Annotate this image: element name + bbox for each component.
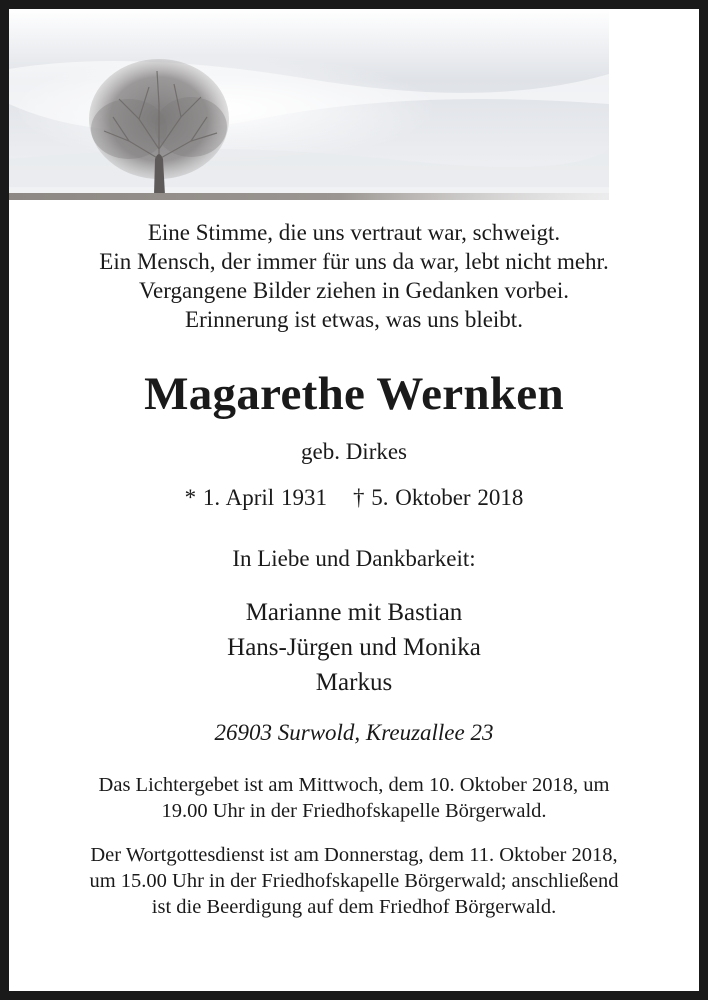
service-line: Das Lichtergebet ist am Mittwoch, dem 10. Oktober 2018, um: [98, 774, 610, 796]
prayer-service-notice: [9, 772, 699, 824]
birth-name: geb. Dirkes: [300, 439, 408, 464]
memorial-poem: [9, 218, 699, 334]
poem-line: Vergangene Bilder ziehen in Gedanken vorbei.: [138, 278, 570, 303]
mourner-name: Hans-Jürgen und Monika: [227, 634, 481, 661]
funeral-service-notice: [9, 842, 699, 920]
service-line: 19.00 Uhr in der Friedhofskapelle Börgerwald.: [161, 800, 547, 822]
poem-line: Erinnerung ist etwas, was uns bleibt.: [185, 307, 523, 332]
deceased-name: Magarethe Wernken: [144, 368, 564, 420]
birth-date: * 1. April 1931: [184, 485, 327, 510]
service-line: ist die Beerdigung auf dem Friedhof Börgerwald.: [151, 896, 557, 918]
family-address: 26903 Surwold, Kreuzallee 23: [214, 720, 494, 745]
poem-line: Eine Stimme, die uns vertraut war, schweigt.: [147, 220, 561, 245]
life-dates: [9, 482, 699, 514]
poem-line: Ein Mensch, der immer für uns da war, lebt nicht mehr.: [99, 249, 609, 274]
tree-landscape-image: [9, 9, 609, 214]
mourner-name: Markus: [315, 669, 393, 696]
service-line: Der Wortgottesdienst ist am Donnerstag, dem 11. Oktober 2018,: [90, 844, 618, 866]
mourners-intro: In Liebe und Dankbarkeit:: [232, 546, 476, 571]
mourner-name: Marianne mit Bastian: [245, 599, 463, 626]
mourners-list: [9, 595, 699, 700]
service-line: um 15.00 Uhr in der Friedhofskapelle Börgerwald; anschließend: [89, 870, 619, 892]
death-date: † 5. Oktober 2018: [352, 485, 524, 510]
